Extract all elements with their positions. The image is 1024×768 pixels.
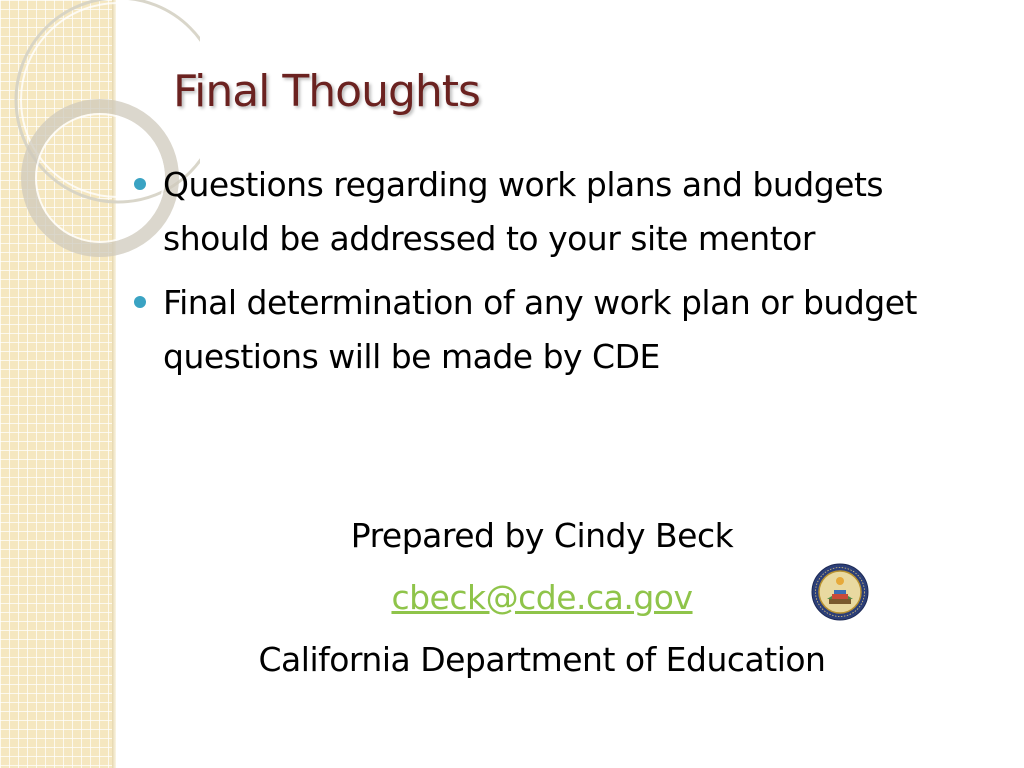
bullet-item <box>130 158 970 266</box>
bullet-text: Final determination of any work plan or budget questions will be made by CDE <box>163 283 917 376</box>
california-department-of-education-seal-icon <box>809 561 871 623</box>
bullet-list <box>130 158 970 394</box>
bullet-item <box>130 276 970 384</box>
bullet-dot-icon <box>134 178 146 190</box>
email-link[interactable]: cbeck@cde.ca.gov <box>391 578 693 617</box>
prepared-by-text: Prepared by Cindy Beck <box>350 516 734 555</box>
bullet-text: Questions regarding work plans and budgets should be addressed to your site mentor <box>163 165 884 258</box>
bullet-dot-icon <box>134 296 146 308</box>
slide-title: Final Thoughts <box>173 66 480 117</box>
organization-text: California Department of Education <box>258 640 826 679</box>
